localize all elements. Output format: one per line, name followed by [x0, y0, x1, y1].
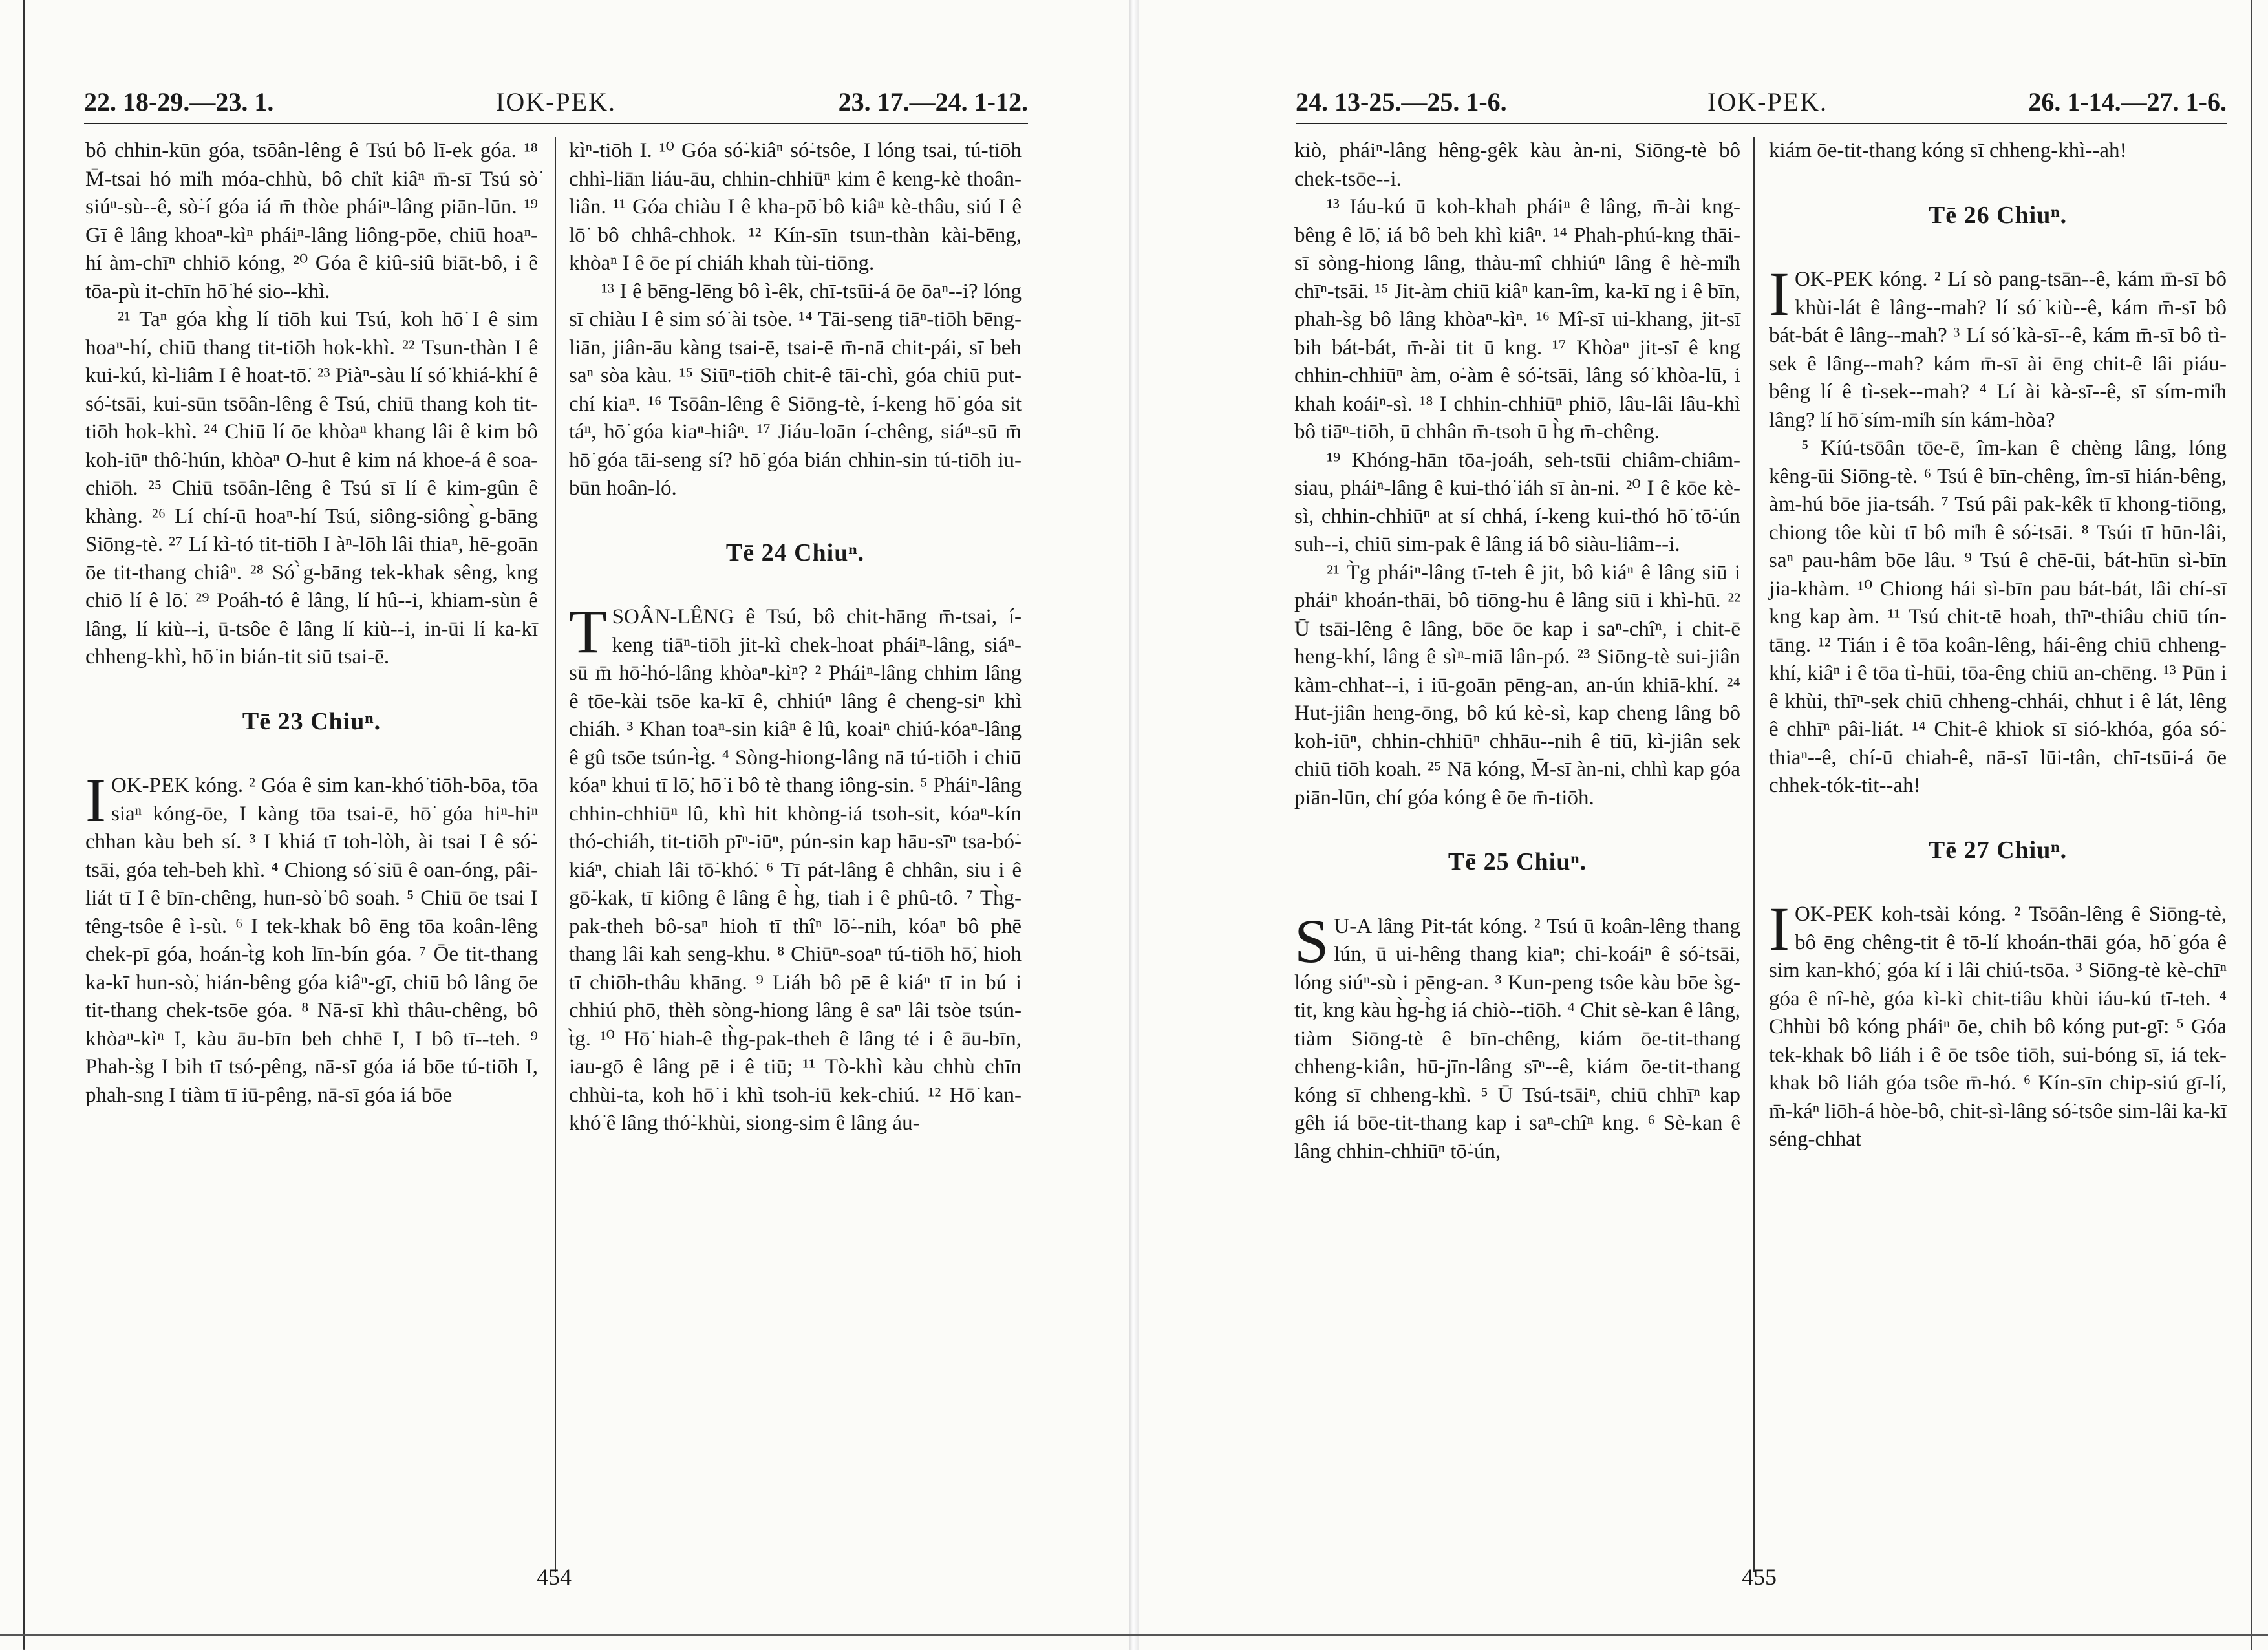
- right-running-header: [1296, 83, 2227, 124]
- chapter-heading-23: Tē 23 Chiuⁿ.: [242, 707, 381, 735]
- chapter-heading-25: Tē 25 Chiuⁿ.: [1448, 848, 1587, 875]
- paragraph: IOK-PEK koh-tsài kóng. ² Tsōân-lêng ê Siōng-tè, bô ēng chêng-tit ê tō-lí khoán-thāi góa, hō͘ góa ê sim kan-khó͘, góa kí i lâi chiú-tsōa. ³ Siōng-tè kè-chīⁿ góa ê nî-hè, góa kì-kì chit-tiâu khùi iáu-kú tī-teh. ⁴ Chhùi bô kóng pháiⁿ ōe, chih bô kóng put-gī: ⁵ Góa tek-khak bô liáh i ê ōe tsôe tiōh, sui-bóng sī, iá tek-khak bô liáh góa tsôe m̄-hó. ⁶ Kín-sīn chip-siú gī-lí, m̄-káⁿ liōh-á hòe-bô, chit-sì-lâng só͘-tsôe sim-lâi ka-kī séng-chhat: [1769, 894, 2227, 1151]
- paragraph: ²¹ T̀g pháiⁿ-lâng tī-teh ê jit, bô kiáⁿ ê lâng siū i pháiⁿ khoán-thāi, bô tiōng-hu ê lâng siū i khì-hū. ²² Ū tsāi-lêng ê lâng, bōe ōe kap i saⁿ-chîⁿ, i chit-ē heng-khí, lâng ê sìⁿ-miā lân-pó. ²³ Siōng-tè sui-jiân kàm-chhat--i, i iū-goān pēng-an, an-ún khiā-khí. ²⁴ Hut-jiân heng-ōng, bô kú kè-sì, kap cheng lâng bô koh-iūⁿ, chhin-chhiūⁿ chhāu--nih ê tiū, kì-jiân sek chiū tiōh koah. ²⁵ Nā kóng, M̄-sī àn-ni, chhì kap góa piān-lūn, chí góa kóng ê ōe m̄-tiōh.: [1294, 561, 1740, 809]
- paragraph: ¹⁹ Khóng-hān tōa-joáh, seh-tsūi chiâm-chiâm-siau, pháiⁿ-lâng ê kui-thó͘ iáh sī àn-ni. ²⁰ I ê kōe kè-sì, chhin-chhiūⁿ at sí chhá, í-keng kui-thó hō͘ tō͘-ún suh--i, chiū sim-pak ê lâng iá bô siàu-liâm--i.: [1294, 448, 1740, 556]
- left-page-edge: [0, 0, 25, 1650]
- chapter-heading-24: Tē 24 Chiuⁿ.: [725, 539, 865, 566]
- paragraph: kìⁿ-tiōh I. ¹⁰ Góa só͘-kiâⁿ só͘-tsôe, I lóng tsai, tú-tiōh chhì-liān liáu-āu, chhin-chhiūⁿ kim ê keng-kè thoân-liân. ¹¹ Góa chiàu I ê kha-pō͘ bô kiâⁿ kè-thâu, siú I ê lō͘ bô chhâ-chhok. ¹² Kín-sīn tsun-thàn kài-bēng, khòaⁿ I ê ōe pí chiáh khah tùi-tiōng.: [569, 139, 1022, 275]
- paragraph: IOK-PEK kóng. ² Lí sò pang-tsān--ê, kám m̄-sī bô khùi-lát ê lâng--mah? lí só͘ kiù--ê, kám m̄-sī bô bát-bát ê lâng--mah? ³ Lí só͘ kà-sī--ê, kám m̄-sī bô tì-sek ê lâng--mah? kám m̄-sī ài ēng chit-ê lâi piáu-bêng lí ê tì-sek--mah? ⁴ Lí ài kà-sī--ê, sī sím-mi̍h lâng? lí hō͘ sím-mi̍h sín kám-hòa?: [1769, 259, 2227, 432]
- left-header-ref-end: 23. 17.—24. 1-12.: [838, 87, 1028, 116]
- chapter-heading-26: Tē 26 Chiuⁿ.: [1928, 201, 2068, 229]
- left-running-header: [84, 83, 1028, 124]
- right-column-2: [1769, 137, 2227, 1154]
- paragraph: ¹³ Iáu-kú ū koh-khah pháiⁿ ê lâng, m̄-ài kng-bêng ê lō͘, iá bô beh khì kiâⁿ. ¹⁴ Phah-phú-kng thāi-sī sòng-hiong lâng, thàu-mî chhiúⁿ lâng ê hè-mi̍h chīⁿ-tsāi. ¹⁵ Jit-àm chiū kiâⁿ kan-îm, ka-kī ng i ê bīn, phah-s̀g bô lâng khòaⁿ-kìⁿ. ¹⁶ Mî-sī ui-khang, jit-sī bih bát-bát, m̄-ài tit ū kng. ¹⁷ Khòaⁿ jit-sī ê kng chhin-chhiūⁿ àm, o͘-àm ê só͘-tsāi, lâng só͘ khòa-lū, i khah koáiⁿ-sì. ¹⁸ I chhin-chhiūⁿ phiō, lâu-lâi lâu-khì bô tiāⁿ-tiōh, ū chhân m̄-tsoh ū h̀g m̄-chêng.: [1294, 195, 1740, 444]
- paragraph: bô chhin-kūn góa, tsōân-lêng ê Tsú bô lī-ek góa. ¹⁸ M̄-tsai hó mi̍h móa-chhù, bô chi̍t kiâⁿ m̄-sī Tsú sò͘ siúⁿ-sù--ê, sò͘-í góa iá m̄ thòe pháiⁿ-lâng piān-lūn. ¹⁹ Gī ê lâng khoaⁿ-kìⁿ pháiⁿ-lâng liông-pōe, chiū hoaⁿ-hí àm-chīⁿ chhiō kóng, ²⁰ Góa ê kiû-siû biāt-bô, i ê tōa-pù it-chīn hō͘ hé sio--khì.: [85, 139, 538, 303]
- left-header-title: IOK-PEK.: [496, 87, 616, 116]
- page-number-right: 455: [1742, 1564, 1777, 1590]
- right-header-ref-end: 26. 1-14.—27. 1-6.: [2028, 87, 2227, 116]
- page-bottom-edge: [0, 1634, 2268, 1650]
- paragraph: SU-A lâng Pit-tát kóng. ² Tsú ū koân-lêng thang lún, ū ui-hêng thang kiaⁿ; chi-koáiⁿ ê só͘-tsāi, lóng siúⁿ-sù i pēng-an. ³ Kun-peng tsôe kàu bōe s̀g-tit, kng kàu h̀g-h̀g iá chiò--tiōh. ⁴ Chit sè-kan ê lâng, tiàm Siōng-tè ê bīn-chêng, kiám ōe-tit-thang chheng-kiân, hū-jīn-lâng sīⁿ--ê, kiám ōe-tit-thang kóng sī chheng-khì. ⁵ Ū Tsú-tsāiⁿ, chiū chhīⁿ kap gêh iá bōe-tit-thang kap i saⁿ-chîⁿ kng. ⁶ Sè-kan ê lâng chhin-chhiūⁿ tō͘-ún,: [1294, 906, 1740, 1163]
- book-gutter: [1129, 0, 1139, 1650]
- paragraph: ⁵ Kíú-tsōân tōe-ē, îm-kan ê chèng lâng, lóng kêng-ūi Siōng-tè. ⁶ Tsú ê bīn-chêng, îm-sī hián-bêng, àm-hú bōe jia-tsáh. ⁷ Tsú pâi pak-kêk tī khong-tiōng, chiong tôe kùi tī bô mi̍h ê só͘-tsāi. ⁸ Tsúi tī hūn-lâi, saⁿ pau-hâm bōe lâu. ⁹ Tsú ê chē-ūi, bát-hūn sì-bīn jia-khàm. ¹⁰ Chiong hái sì-bīn pau bát-bát, lâi chí-sī kng kap àm. ¹¹ Tsú chit-tē hoah, thīⁿ-thiâu chiū tín-tāng. ¹² Tián i ê tōa koân-lêng, hái-êng chiū chheng-khí, kiâⁿ i ê tōa tì-hūi, tōa-êng chiū an-chēng. ¹³ Pūn i ê khùi, thīⁿ-sek chiū chheng-chhái, chhut i ê lát, lêng ê chhīⁿ pâi-liát. ¹⁴ Chit-ê khiok sī sió-khóa, góa só͘-thiaⁿ--ê, chí-ū chiah-ê, nā-sī lūi-tân, chī-tsūi-á ōe chhek-tók-tit--ah!: [1769, 436, 2227, 797]
- right-header-title: IOK-PEK.: [1707, 87, 1828, 116]
- left-column-1: [85, 137, 538, 1109]
- paragraph: ¹³ I ê bēng-lēng bô ì-êk, chī-tsūi-á ōe ōaⁿ--i? lóng sī chiàu I ê sim só͘ ài tsòe. ¹⁴ Tāi-seng tiāⁿ-tiōh bēng-liān, jiân-āu kàng tsai-ē, tsai-ē m̄-nā chit-pái, sī beh saⁿ sòa kàu. ¹⁵ Siūⁿ-tiōh chit-ê tāi-chì, góa chiū put-chí kiaⁿ. ¹⁶ Tsōân-lêng ê Siōng-tè, í-keng hō͘ góa sit táⁿ, hō͘ góa kiaⁿ-hiâⁿ. ¹⁷ Jiáu-loān í-chêng, siáⁿ-sū m̄ hō͘ góa tāi-seng sí? hō͘ góa bián chhin-sin tú-tiōh iu-būn hoân-ló.: [569, 279, 1022, 500]
- paragraph: ²¹ Taⁿ góa kh̀g lí tiōh kui Tsú, koh hō͘ I ê sim hoaⁿ-hí, chiū thang tit-tiōh hok-khì. ²² Tsun-thàn I ê kui-kú, kì-liâm I ê hoat-tō͘. ²³ Piàⁿ-sàu lí só͘ khiá-khí ê só͘-tsāi, kui-sūn tsōân-lêng ê Tsú, chiū thang koh tit-tiōh hok-khì. ²⁴ Chiū lí ōe khòaⁿ khang lâi ê kim bô koh-iūⁿ thô͘-hún, khòaⁿ O-hut ê kim ná khoe-á ê soa-chiōh. ²⁵ Chiū tsōân-lêng ê Tsú sī lí ê kim-gûn ê khàng. ²⁶ Lí chí-ū hoaⁿ-hí Tsú, siông-siông ̀g-bāng Siōng-tè. ²⁷ Lí kì-tó tit-tiōh I àⁿ-lōh lâi thiaⁿ, hē-goān ōe tit-thang chiâⁿ. ²⁸ Só͘ ̀g-bāng tek-khak sêng, kng chiō lí ê lō͘. ²⁹ Poáh-tó ê lâng, lí hû--i, khiam-sùn ê lâng, lí kiù--i, ū-tsôe ê lâng lí kiù--i, in-ūi lí ka-kī chheng-khì, hō͘ in bián-tit siū tsai-ē.: [85, 308, 538, 669]
- left-column-2: [569, 137, 1022, 1138]
- column-divider: [555, 137, 556, 1572]
- column-divider: [1753, 137, 1755, 1572]
- page-number-left: 454: [537, 1564, 572, 1590]
- right-page-edge: [2251, 0, 2268, 1650]
- paragraph: TSOÂN-LÊNG ê Tsú, bô chit-hāng m̄-tsai, í-keng tiāⁿ-tiōh jit-kì chek-hoat pháiⁿ-lâng, siáⁿ-sū m̄ hō͘-hó-lâng khòaⁿ-kìⁿ? ² Pháiⁿ-lâng chhim lâng ê tōe-kài tsōe ka-kī ê, chhiúⁿ lâng ê cheng-siⁿ khì chiáh. ³ Khan toaⁿ-sin kiâⁿ ê lû, koaiⁿ chiú-kóaⁿ-lâng ê gû tsōe tsún-t̀g. ⁴ Sòng-hiong-lâng nā tú-tiōh i chiū kóaⁿ khui tī lō͘, hō͘ i bô tè thang iông-sin. ⁵ Pháiⁿ-lâng chhin-chhiūⁿ lû, khì hit khòng-iá tsoh-sit, kóaⁿ-kín thó-chiáh, tit-tiōh pīⁿ-iūⁿ, pún-sin kap hāu-sīⁿ tsa-bó͘-kiáⁿ, chiah lâi tō͘-khó͘. ⁶ Tī pát-lâng ê chhân, siu i ê gō͘-kak, tī kiông ê lâng ê h̀g, tiah i ê phû-tô. ⁷ Th̀g-pak-theh bô-saⁿ hioh tī thîⁿ lō͘--nih, kóaⁿ bô phē thang lâi kah seng-khu. ⁸ Chiūⁿ-soaⁿ tú-tiōh hō͘, hioh tī chiōh-thâu khāng. ⁹ Liáh bô pē ê kiáⁿ tī in bú i chhiú phō, thèh sòng-hiong lâng ê saⁿ lâi tsòe tsún-t̀g. ¹⁰ Hō͘ hiah-ê th̀g-pak-theh ê lâng té i ê āu-bīn, iau-gō ê lâng pē i ê tiū; ¹¹ Tò-khì kàu chhù chīn chhùi-ta, koh hō͘ i khì tsoh-iū kek-chiú. ¹² Hō͘ kan-khó͘ ê lâng thó͘-khùi, siong-sim ê lâng áu-: [569, 597, 1022, 1135]
- paragraph: IOK-PEK kóng. ² Góa ê sim kan-khó͘ tiōh-bōa, tōa siaⁿ kóng-ōe, I kàng tōa tsai-ē, hō͘ góa hiⁿ-hiⁿ chhan kàu beh sí. ³ I khiá tī toh-lòh, ài tsai I ê só͘-tsāi, góa teh-beh khì. ⁴ Chiong só͘ siū ê oan-óng, pâi-liát tī I ê bīn-chêng, hun-sò͘ bô soah. ⁵ Chiū ōe tsai I têng-tsôe ê ì-sù. ⁶ I tek-khak bô ēng tōa koân-lêng chek-pī góa, hoán-t̀g koh līn-bín góa. ⁷ Ōe tit-thang ka-kī hun-sò͘, hián-bêng góa kiâⁿ-gī, chiū bô lâng ōe tit-thang chek-tsōe góa. ⁸ Nā-sī khì thâu-chêng, bô khòaⁿ-kìⁿ I, kàu āu-bīn beh chhē I, I bô tī--teh. ⁹ Phah-s̀g I bih tī tsó-pêng, nā-sī góa iá bōe tú-tiōh I, phah-sng I tiàm tī iū-pêng, nā-sī góa iá bōe: [85, 766, 538, 1107]
- paragraph: kiám ōe-tit-thang kóng sī chheng-khì--ah!: [1769, 139, 2127, 162]
- right-column-1: [1294, 137, 1740, 1166]
- right-header-ref-start: 24. 13-25.—25. 1-6.: [1296, 87, 1507, 116]
- chapter-heading-27: Tē 27 Chiuⁿ.: [1928, 836, 2068, 864]
- paragraph: kiò, pháiⁿ-lâng hêng-gêk kàu àn-ni, Siōng-tè bô chek-tsōe--i.: [1294, 139, 1740, 191]
- right-page: [1134, 0, 2268, 1650]
- left-header-ref-start: 22. 18-29.—23. 1.: [84, 87, 274, 116]
